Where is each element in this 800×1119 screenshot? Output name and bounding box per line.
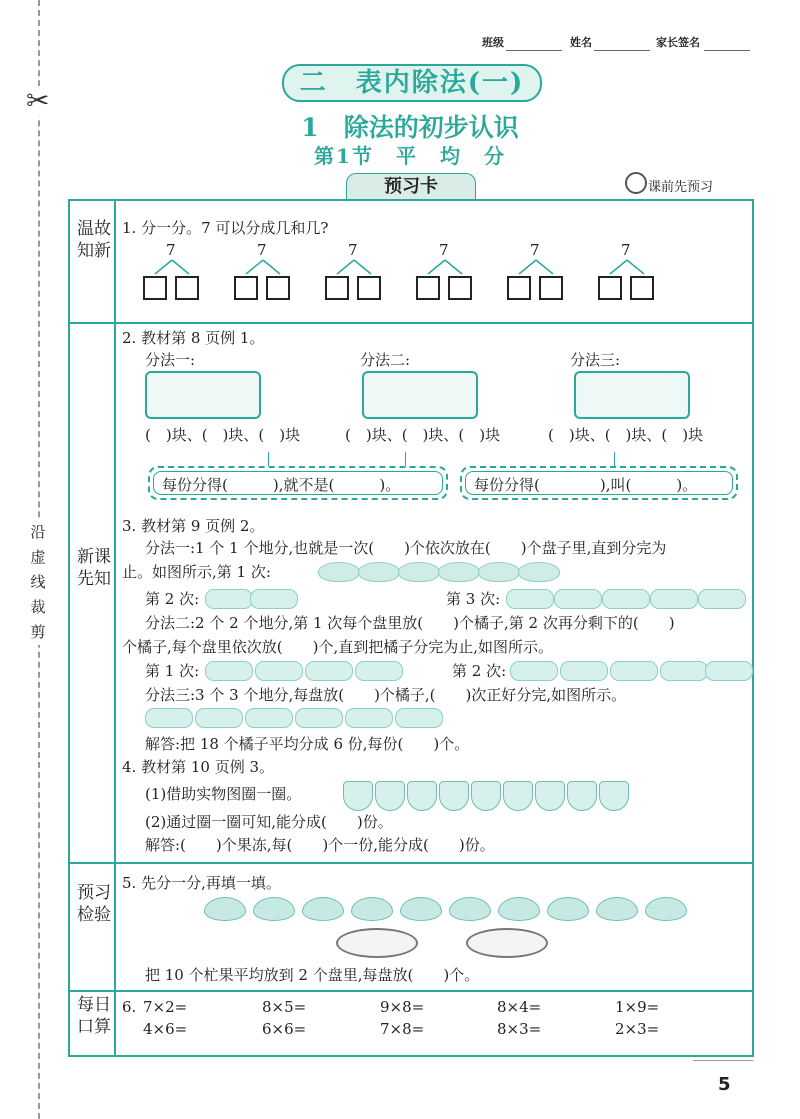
q5-answer[interactable]: 把 10 个杧果平均放到 2 个盘里,每盘放( )个。 bbox=[145, 966, 480, 984]
q1-box-left-3[interactable] bbox=[325, 276, 349, 300]
name-field[interactable] bbox=[594, 50, 650, 51]
plate-item-3 bbox=[398, 562, 440, 582]
q3-line3[interactable]: 分法二:2 个 2 个地分,第 1 次每个盘里放( )个橘子,第 2 次再分剩下的( ) bbox=[145, 614, 675, 632]
calc-row1-5[interactable]: 1×9= bbox=[615, 998, 660, 1016]
second-b-pair-4 bbox=[660, 661, 708, 681]
jelly-cup-8 bbox=[567, 781, 597, 811]
q3-second-b: 第 2 次: bbox=[452, 662, 507, 680]
parent-field[interactable] bbox=[704, 50, 750, 51]
plate-item-2 bbox=[358, 562, 400, 582]
calc-row2-3[interactable]: 7×8= bbox=[380, 1020, 425, 1038]
q1-box-right-6[interactable] bbox=[630, 276, 654, 300]
calc-row1-4[interactable]: 8×4= bbox=[497, 998, 542, 1016]
q1-branch-lines-3 bbox=[325, 258, 385, 276]
q3-line4[interactable]: 个橘子,每个盘里依次放( )个,直到把橘子分完为止,如图所示。 bbox=[122, 638, 554, 656]
plate-2 bbox=[466, 928, 548, 958]
q4-sub2[interactable]: (2)通过圈一圈可知,能分成( )份。 bbox=[145, 813, 393, 831]
preview-label: 课前先预习 bbox=[648, 180, 714, 195]
mango-4 bbox=[351, 897, 393, 921]
method1-blanks[interactable]: ( )块、( )块、( )块 bbox=[145, 426, 301, 444]
cut-instruction: 沿虚线裁剪 bbox=[27, 520, 49, 645]
name-label: 姓名 bbox=[570, 36, 592, 49]
third-pair-3 bbox=[602, 589, 650, 609]
q1-branch-lines-6 bbox=[598, 258, 658, 276]
calc-row2-1[interactable]: 4×6= bbox=[143, 1020, 188, 1038]
calc-row1-1[interactable]: 7×2= bbox=[143, 998, 188, 1016]
method3-pair-6 bbox=[395, 708, 443, 728]
method1-picture bbox=[145, 371, 261, 419]
method3-pair-1 bbox=[145, 708, 193, 728]
q3-answer[interactable]: 解答:把 18 个橘子平均分成 6 份,每份( )个。 bbox=[145, 735, 470, 753]
second-b-pair-3 bbox=[610, 661, 658, 681]
method3-pair-4 bbox=[295, 708, 343, 728]
method1-label: 分法一: bbox=[145, 351, 196, 369]
chapter-banner: 二 表内除法(一) bbox=[282, 64, 542, 102]
mango-1 bbox=[204, 897, 246, 921]
label-new: 新课先知 bbox=[77, 547, 111, 589]
section-title: 第1节 平 均 分 bbox=[314, 144, 506, 168]
scissors-icon: ✂ bbox=[26, 84, 50, 117]
q1-number-7-4: 7 bbox=[439, 241, 449, 259]
third-pair-5 bbox=[698, 589, 746, 609]
plate-item-6 bbox=[518, 562, 560, 582]
q3-line5[interactable]: 分法三:3 个 3 个地分,每盘放( )个橘子,( )次正好分完,如图所示。 bbox=[145, 686, 627, 704]
q3-line2: 止。如图所示,第 1 次: bbox=[122, 563, 271, 581]
method2-blanks[interactable]: ( )块、( )块、( )块 bbox=[345, 426, 501, 444]
mango-2 bbox=[253, 897, 295, 921]
q1-branch-lines-4 bbox=[416, 258, 476, 276]
method3-blanks[interactable]: ( )块、( )块、( )块 bbox=[548, 426, 704, 444]
mango-8 bbox=[547, 897, 589, 921]
second-pair-1 bbox=[205, 589, 253, 609]
calc-row1-3[interactable]: 9×8= bbox=[380, 998, 425, 1016]
mango-5 bbox=[400, 897, 442, 921]
q3-text: 3. 教材第 9 页例 2。 bbox=[122, 517, 265, 535]
mango-3 bbox=[302, 897, 344, 921]
q4-answer[interactable]: 解答:( )个果冻,每( )个一份,能分成( )份。 bbox=[145, 836, 495, 854]
method3-pair-5 bbox=[345, 708, 393, 728]
q1-number-7-3: 7 bbox=[348, 241, 358, 259]
conclusion-box-2 bbox=[460, 466, 738, 500]
arrow-3 bbox=[614, 452, 615, 466]
jelly-cup-1 bbox=[343, 781, 373, 811]
q2-text: 2. 教材第 8 页例 1。 bbox=[122, 329, 265, 347]
method2-picture bbox=[362, 371, 478, 419]
calc-row2-2[interactable]: 6×6= bbox=[262, 1020, 307, 1038]
jelly-cup-3 bbox=[407, 781, 437, 811]
conclusion-1-text[interactable]: 每份分得( ),就不是( )。 bbox=[162, 476, 401, 494]
method3-pair-3 bbox=[245, 708, 293, 728]
jelly-cup-2 bbox=[375, 781, 405, 811]
class-label: 班级 bbox=[482, 36, 504, 49]
q1-box-right-5[interactable] bbox=[539, 276, 563, 300]
q1-box-right-2[interactable] bbox=[266, 276, 290, 300]
q1-branch-lines-2 bbox=[234, 258, 294, 276]
conclusion-2-text[interactable]: 每份分得( ),叫( )。 bbox=[474, 476, 698, 494]
jelly-cup-5 bbox=[471, 781, 501, 811]
first-b-pair-4 bbox=[355, 661, 403, 681]
q3-second: 第 2 次: bbox=[145, 590, 200, 608]
divider-1 bbox=[68, 322, 752, 324]
divider-3 bbox=[68, 990, 752, 992]
first-b-pair-3 bbox=[305, 661, 353, 681]
third-pair-1 bbox=[506, 589, 554, 609]
arrow-1 bbox=[268, 452, 269, 466]
label-review: 温故知新 bbox=[77, 219, 111, 261]
calc-row2-5[interactable]: 2×3= bbox=[615, 1020, 660, 1038]
conclusion-box-1 bbox=[148, 466, 448, 500]
q1-number-7-1: 7 bbox=[166, 241, 176, 259]
q1-box-left-6[interactable] bbox=[598, 276, 622, 300]
third-pair-2 bbox=[554, 589, 602, 609]
q1-number-7-6: 7 bbox=[621, 241, 631, 259]
mango-7 bbox=[498, 897, 540, 921]
plate-item-5 bbox=[478, 562, 520, 582]
third-pair-4 bbox=[650, 589, 698, 609]
arrow-2 bbox=[405, 452, 406, 466]
jelly-cup-6 bbox=[503, 781, 533, 811]
method3-picture bbox=[574, 371, 690, 419]
q3-first-b: 第 1 次: bbox=[145, 662, 200, 680]
q3-third: 第 3 次: bbox=[446, 590, 501, 608]
method2-label: 分法二: bbox=[360, 351, 411, 369]
q4-sub1: (1)借助实物图圈一圈。 bbox=[145, 785, 302, 803]
q1-box-right-3[interactable] bbox=[357, 276, 381, 300]
jelly-cup-4 bbox=[439, 781, 469, 811]
q5-text: 5. 先分一分,再填一填。 bbox=[122, 874, 281, 892]
plate-1 bbox=[336, 928, 418, 958]
q1-box-left-2[interactable] bbox=[234, 276, 258, 300]
q1-branch-lines-5 bbox=[507, 258, 567, 276]
method3-label: 分法三: bbox=[570, 351, 621, 369]
lesson-title: 1 除法的初步认识 bbox=[301, 113, 519, 142]
q1-branch-lines-1 bbox=[143, 258, 203, 276]
class-field[interactable] bbox=[506, 50, 562, 51]
calc-row1-2[interactable]: 8×5= bbox=[262, 998, 307, 1016]
second-b-pair-2 bbox=[560, 661, 608, 681]
clock-icon bbox=[625, 172, 647, 194]
second-pair-2 bbox=[250, 589, 298, 609]
plate-item-1 bbox=[318, 562, 360, 582]
page-number-rule bbox=[693, 1060, 753, 1061]
label-check: 预习检验 bbox=[77, 883, 111, 925]
jelly-cup-7 bbox=[535, 781, 565, 811]
method3-pair-2 bbox=[195, 708, 243, 728]
q1-number-7-5: 7 bbox=[530, 241, 540, 259]
q1-box-left-4[interactable] bbox=[416, 276, 440, 300]
second-b-pair-5 bbox=[705, 661, 753, 681]
page-number: 5 bbox=[718, 1074, 731, 1095]
q1-box-left-1[interactable] bbox=[143, 276, 167, 300]
label-divider bbox=[114, 199, 116, 1055]
first-b-pair-2 bbox=[255, 661, 303, 681]
mango-10 bbox=[645, 897, 687, 921]
q1-text: 1. 分一分。7 可以分成几和几? bbox=[122, 219, 329, 237]
parent-label: 家长签名 bbox=[656, 36, 700, 49]
jelly-cup-9 bbox=[599, 781, 629, 811]
q1-box-right-1[interactable] bbox=[175, 276, 199, 300]
first-b-pair-1 bbox=[205, 661, 253, 681]
label-daily: 每日口算 bbox=[77, 995, 111, 1037]
q6-prefix: 6. bbox=[122, 998, 137, 1016]
card-tab: 预习卡 bbox=[346, 173, 476, 200]
mango-9 bbox=[596, 897, 638, 921]
calc-row2-4[interactable]: 8×3= bbox=[497, 1020, 542, 1038]
q1-number-7-2: 7 bbox=[257, 241, 267, 259]
q4-text: 4. 教材第 10 页例 3。 bbox=[122, 758, 275, 776]
plate-item-4 bbox=[438, 562, 480, 582]
divider-2 bbox=[68, 862, 752, 864]
q1-box-right-4[interactable] bbox=[448, 276, 472, 300]
q3-line1[interactable]: 分法一:1 个 1 个地分,也就是一次( )个依次放在( )个盘子里,直到分完为 bbox=[145, 539, 667, 557]
mango-6 bbox=[449, 897, 491, 921]
q1-box-left-5[interactable] bbox=[507, 276, 531, 300]
second-b-pair-1 bbox=[510, 661, 558, 681]
